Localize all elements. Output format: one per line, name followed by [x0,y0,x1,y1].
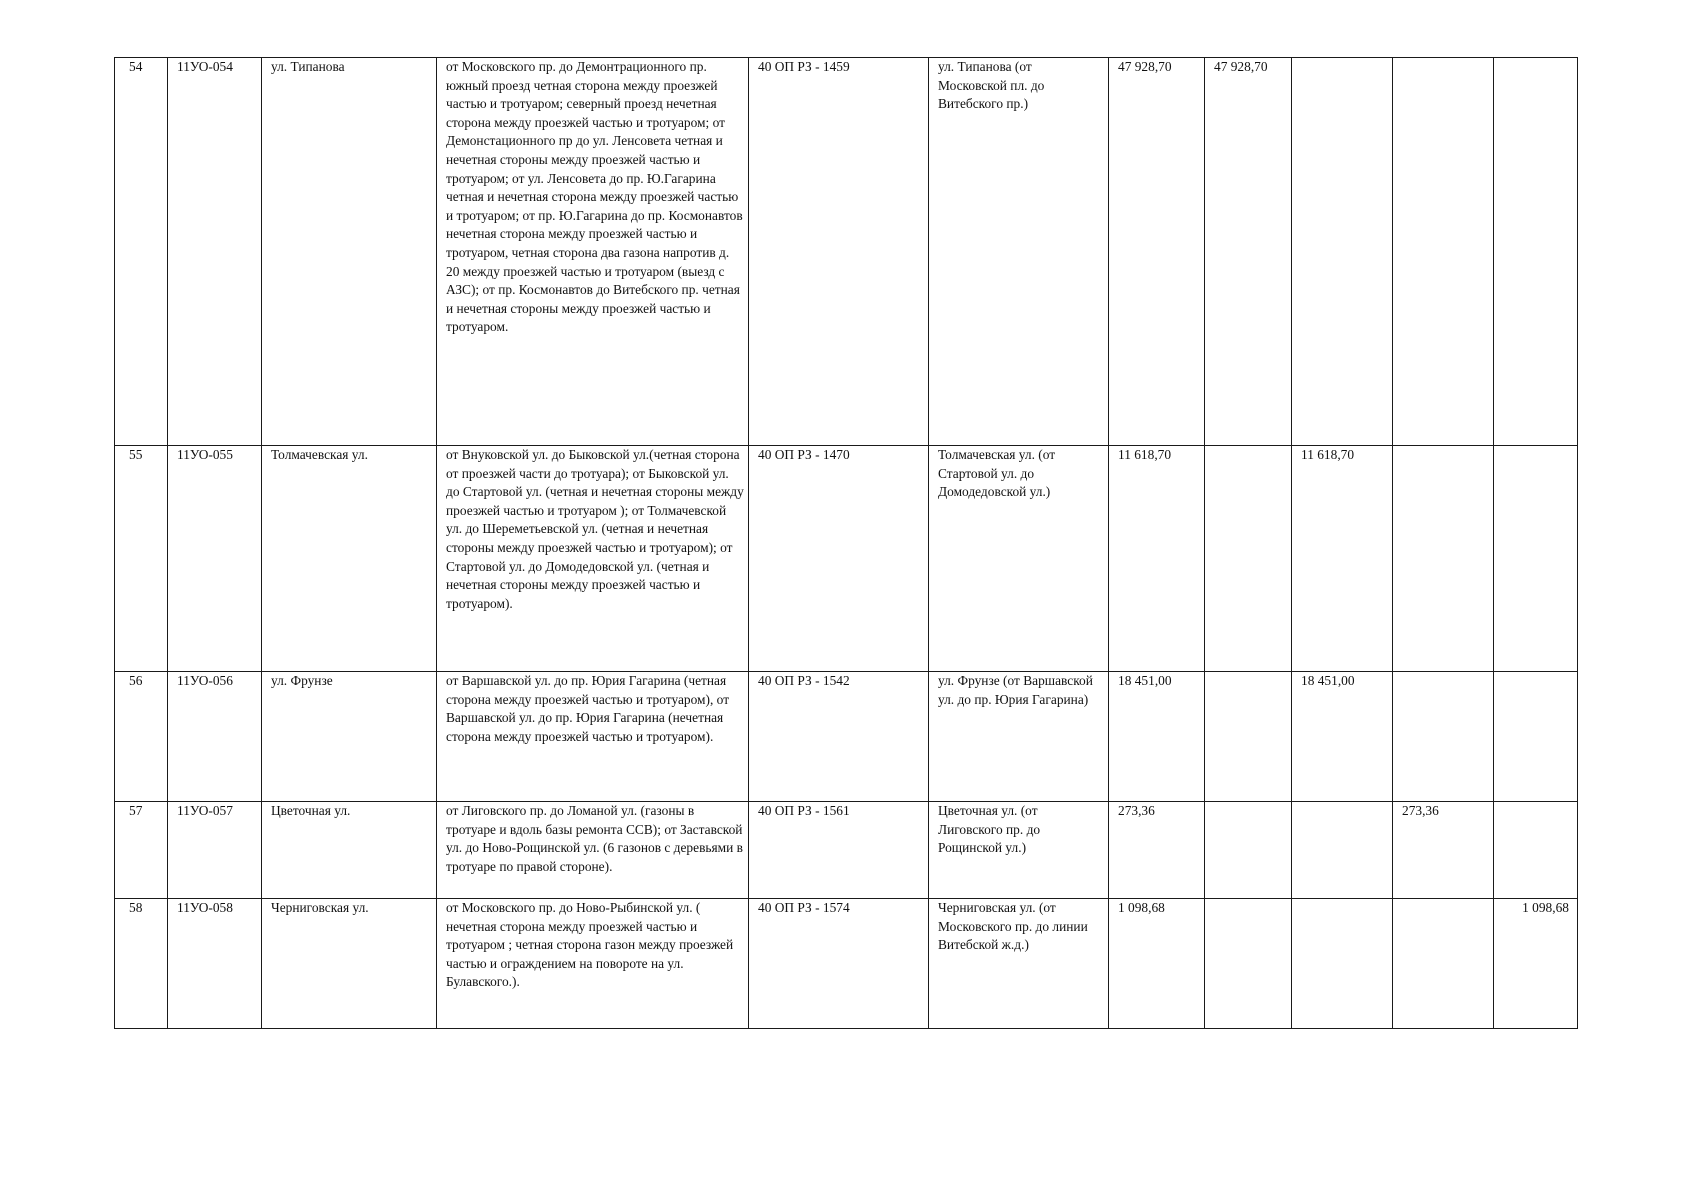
area-col-3: 273,36 [1393,802,1494,899]
location-description: от Внуковской ул. до Быковской ул.(четная сторона от проезжей части до тротуара); от Быковской ул. до Стартовой ул. (четная и нечетная стороны между проезжей частью и тротуаром ); от Толмачевской ул. до Шереметьевской ул. (четная и нечетная стороны между проезжей частью и тротуаром); от Стартовой ул. до Домодедовской ул. (четная и нечетная стороны между проезжей частью и тротуаром). [437,446,749,672]
road-name: Толмачевская ул. (от Стартовой ул. до Домодедовской ул.) [929,446,1109,672]
area-total: 273,36 [1109,802,1205,899]
street-name: Черниговская ул. [262,899,437,1029]
road-id: 40 ОП РЗ - 1561 [749,802,929,899]
area-col-1: 47 928,70 [1205,58,1292,446]
object-code: 11УО-058 [168,899,262,1029]
street-name: ул. Типанова [262,58,437,446]
road-id: 40 ОП РЗ - 1574 [749,899,929,1029]
row-number: 57 [115,802,168,899]
area-col-2 [1292,58,1393,446]
street-name: Толмачевская ул. [262,446,437,672]
area-total: 11 618,70 [1109,446,1205,672]
location-description: от Московского пр. до Ново-Рыбинской ул. ( нечетная сторона между проезжей частью и тротуаром ; четная сторона газон между проезжей частью и ограждением на повороте на ул. Булавского.). [437,899,749,1029]
area-col-3 [1393,58,1494,446]
objects-table [114,57,1578,1029]
area-col-2 [1292,802,1393,899]
area-col-1 [1205,899,1292,1029]
location-description: от Варшавской ул. до пр. Юрия Гагарина (четная сторона между проезжей частью и тротуаром), от Варшавской ул. до пр. Юрия Гагарина (нечетная сторона между проезжей частью и тротуаром). [437,672,749,802]
area-col-3 [1393,672,1494,802]
object-code: 11УО-054 [168,58,262,446]
row-number: 55 [115,446,168,672]
area-col-3 [1393,446,1494,672]
area-col-2: 11 618,70 [1292,446,1393,672]
area-col-4 [1494,446,1578,672]
location-description: от Московского пр. до Демонтрационного пр. южный проезд четная сторона между проезжей частью и тротуаром; северный проезд нечетная сторона между проезжей частью и тротуаром; от Демонстационного пр до ул. Ленсовета четная и нечетная стороны между проезжей частью и тротуаром; от ул. Ленсовета до пр. Ю.Гагарина четная и нечетная сторона между проезжей частью и тротуаром; от пр. Ю.Гагарина до пр. Космонавтов нечетная сторона между проезжей частью и тротуаром, четная сторона два газона напротив д. 20 между проезжей частью и тротуаром (выезд с АЗС); от пр. Космонавтов до Витебского пр. четная и нечетная стороны между проезжей частью и тротуаром. [437,58,749,446]
road-id: 40 ОП РЗ - 1542 [749,672,929,802]
table-row [115,899,1578,1029]
area-col-4: 1 098,68 [1494,899,1578,1029]
street-name: Цветочная ул. [262,802,437,899]
road-id: 40 ОП РЗ - 1459 [749,58,929,446]
road-name: ул. Типанова (от Московской пл. до Витебского пр.) [929,58,1109,446]
row-number: 56 [115,672,168,802]
area-col-4 [1494,672,1578,802]
table-row [115,446,1578,672]
row-number: 54 [115,58,168,446]
area-col-3 [1393,899,1494,1029]
area-col-1 [1205,446,1292,672]
row-number: 58 [115,899,168,1029]
road-id: 40 ОП РЗ - 1470 [749,446,929,672]
area-total: 18 451,00 [1109,672,1205,802]
area-col-1 [1205,672,1292,802]
object-code: 11УО-057 [168,802,262,899]
table-row [115,58,1578,446]
area-col-4 [1494,802,1578,899]
road-name: Цветочная ул. (от Лиговского пр. до Рощинской ул.) [929,802,1109,899]
area-col-4 [1494,58,1578,446]
area-total: 1 098,68 [1109,899,1205,1029]
road-name: Черниговская ул. (от Московского пр. до линии Витебской ж.д.) [929,899,1109,1029]
area-col-2: 18 451,00 [1292,672,1393,802]
area-col-2 [1292,899,1393,1029]
area-col-1 [1205,802,1292,899]
table-row [115,672,1578,802]
object-code: 11УО-055 [168,446,262,672]
table-row [115,802,1578,899]
area-total: 47 928,70 [1109,58,1205,446]
location-description: от Лиговского пр. до Ломаной ул. (газоны в тротуаре и вдоль базы ремонта ССВ); от Заставской ул. до Ново-Рощинской ул. (6 газонов с деревьями в тротуаре по правой стороне). [437,802,749,899]
road-name: ул. Фрунзе (от Варшавской ул. до пр. Юрия Гагарина) [929,672,1109,802]
object-code: 11УО-056 [168,672,262,802]
street-name: ул. Фрунзе [262,672,437,802]
